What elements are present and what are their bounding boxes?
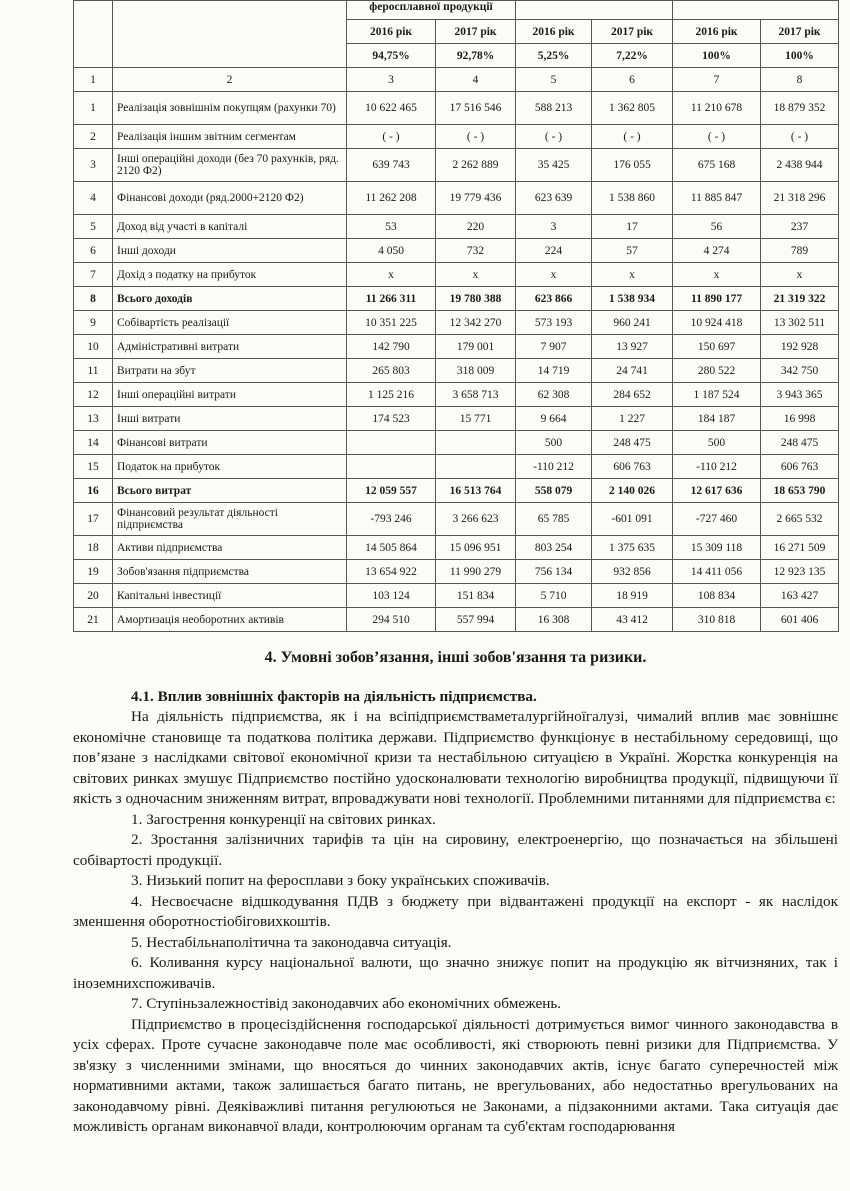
value-cell: 12 342 270: [436, 311, 516, 335]
row-number: 20: [74, 584, 113, 608]
segment-financial-table: [73, 0, 839, 632]
row-number: 11: [74, 359, 113, 383]
header-group-label: феросплавної продукції: [347, 1, 516, 20]
value-cell: 248 475: [592, 431, 673, 455]
value-cell: 12 059 557: [347, 479, 436, 503]
header-share: 5,25%: [516, 44, 592, 68]
value-cell: 3 266 623: [436, 503, 516, 536]
value-cell: 53: [347, 215, 436, 239]
table-row: [74, 335, 839, 359]
value-cell: 11 990 279: [436, 560, 516, 584]
value-cell: 15 771: [436, 407, 516, 431]
row-number: 1: [74, 92, 113, 125]
value-cell: 43 412: [592, 608, 673, 632]
value-cell: 280 522: [673, 359, 761, 383]
value-cell: -110 212: [516, 455, 592, 479]
value-cell: 21 319 322: [761, 287, 839, 311]
table-row: [74, 182, 839, 215]
row-label: Реалізація іншим звітним сегментам: [113, 125, 347, 149]
row-number: 9: [74, 311, 113, 335]
value-cell: 14 411 056: [673, 560, 761, 584]
value-cell: 601 406: [761, 608, 839, 632]
value-cell: 57: [592, 239, 673, 263]
header-year: 2016 рік: [347, 20, 436, 44]
row-label: Податок на прибуток: [113, 455, 347, 479]
value-cell: -110 212: [673, 455, 761, 479]
value-cell: 17 516 546: [436, 92, 516, 125]
row-label: Інші операційні доходи (без 70 рахунків, ряд. 2120 Ф2): [113, 149, 347, 182]
value-cell: 248 475: [761, 431, 839, 455]
row-label: Фінансові витрати: [113, 431, 347, 455]
table-row: [74, 215, 839, 239]
table-row: [74, 608, 839, 632]
value-cell: ( - ): [673, 125, 761, 149]
value-cell: 224: [516, 239, 592, 263]
value-cell: 294 510: [347, 608, 436, 632]
table-row: [74, 560, 839, 584]
value-cell: 932 856: [592, 560, 673, 584]
row-label: Інші витрати: [113, 407, 347, 431]
value-cell: 16 998: [761, 407, 839, 431]
row-number: 13: [74, 407, 113, 431]
value-cell: ( - ): [761, 125, 839, 149]
header-share: 100%: [761, 44, 839, 68]
value-cell: 142 790: [347, 335, 436, 359]
header-year: 2017 рік: [436, 20, 516, 44]
value-cell: х: [673, 263, 761, 287]
value-cell: -601 091: [592, 503, 673, 536]
row-label: Фінансовий результат діяльності підприємства: [113, 503, 347, 536]
value-cell: 150 697: [673, 335, 761, 359]
value-cell: 10 924 418: [673, 311, 761, 335]
header-share: 92,78%: [436, 44, 516, 68]
value-cell: 18 653 790: [761, 479, 839, 503]
header-year: 2017 рік: [592, 20, 673, 44]
row-number: 6: [74, 239, 113, 263]
table-row: [74, 431, 839, 455]
list-item: 1. Загострення конкуренції на світових ринках.: [131, 810, 436, 828]
list-item: 4. Несвоєчасне відшкодування ПДВ з бюджету при відвантажені продукції на експорт - як наслідок зменшення оборотностіобіговихкоштів.: [73, 892, 838, 930]
row-number: 3: [74, 149, 113, 182]
table-row: [74, 287, 839, 311]
value-cell: 13 927: [592, 335, 673, 359]
value-cell: 2 438 944: [761, 149, 839, 182]
row-number: 7: [74, 263, 113, 287]
row-number: 15: [74, 455, 113, 479]
value-cell: ( - ): [516, 125, 592, 149]
row-number: 12: [74, 383, 113, 407]
value-cell: 15 309 118: [673, 536, 761, 560]
list-item: 5. Нестабільнаполітична та законодавча ситуація.: [131, 933, 452, 951]
value-cell: 500: [673, 431, 761, 455]
value-cell: х: [761, 263, 839, 287]
value-cell: 3 943 365: [761, 383, 839, 407]
value-cell: 2 665 532: [761, 503, 839, 536]
value-cell: 310 818: [673, 608, 761, 632]
section-text: [73, 648, 838, 1138]
value-cell: 3 658 713: [436, 383, 516, 407]
table-index-row: [74, 68, 839, 92]
row-label: Зобов'язання підприємства: [113, 560, 347, 584]
list-item: 2. Зростання залізничних тарифів та цін на сировину, електроенергію, що позначається на збільшені собівартості продукції.: [73, 831, 838, 869]
value-cell: 588 213: [516, 92, 592, 125]
row-label: Інші операційні витрати: [113, 383, 347, 407]
table-row: [74, 407, 839, 431]
row-number: 16: [74, 479, 113, 503]
value-cell: 11 885 847: [673, 182, 761, 215]
value-cell: 184 187: [673, 407, 761, 431]
row-number: 14: [74, 431, 113, 455]
value-cell: 318 009: [436, 359, 516, 383]
section-title: 4. Умовні зобов’язання, інші зобов'язання та ризики.: [264, 649, 647, 666]
value-cell: х: [592, 263, 673, 287]
value-cell: х: [436, 263, 516, 287]
value-cell: 10 351 225: [347, 311, 436, 335]
row-label: Всього витрат: [113, 479, 347, 503]
row-number: 17: [74, 503, 113, 536]
value-cell: 960 241: [592, 311, 673, 335]
table-row: [74, 125, 839, 149]
list-item: 7. Ступіньзалежностівід законодавчих або економічних обмежень.: [131, 995, 562, 1012]
row-label: Фінансові доходи (ряд.2000+2120 Ф2): [113, 182, 347, 215]
value-cell: 4 274: [673, 239, 761, 263]
list-item: 3. Низький попит на феросплави з боку українських споживачів.: [131, 872, 550, 889]
value-cell: х: [516, 263, 592, 287]
value-cell: 1 362 805: [592, 92, 673, 125]
value-cell: 1 125 216: [347, 383, 436, 407]
value-cell: 179 001: [436, 335, 516, 359]
value-cell: 2 262 889: [436, 149, 516, 182]
value-cell: 16 271 509: [761, 536, 839, 560]
header-empty-cell: [516, 1, 673, 20]
value-cell: х: [347, 263, 436, 287]
value-cell: 557 994: [436, 608, 516, 632]
value-cell: 606 763: [592, 455, 673, 479]
row-number: 8: [74, 287, 113, 311]
value-cell: 9 664: [516, 407, 592, 431]
value-cell: 5 710: [516, 584, 592, 608]
value-cell: 56: [673, 215, 761, 239]
value-cell: 500: [516, 431, 592, 455]
value-cell: 11 890 177: [673, 287, 761, 311]
table-row: [74, 149, 839, 182]
value-cell: 675 168: [673, 149, 761, 182]
value-cell: 24 741: [592, 359, 673, 383]
value-cell: 220: [436, 215, 516, 239]
value-cell: 16 308: [516, 608, 592, 632]
value-cell: 19 779 436: [436, 182, 516, 215]
value-cell: 21 318 296: [761, 182, 839, 215]
value-cell: 17: [592, 215, 673, 239]
value-cell: 11 210 678: [673, 92, 761, 125]
row-label: Витрати на збут: [113, 359, 347, 383]
header-year: 2016 рік: [516, 20, 592, 44]
value-cell: 237: [761, 215, 839, 239]
row-label: Капітальні інвестиції: [113, 584, 347, 608]
value-cell: 284 652: [592, 383, 673, 407]
row-number: 18: [74, 536, 113, 560]
header-year: 2016 рік: [673, 20, 761, 44]
value-cell: [347, 455, 436, 479]
table-row: [74, 479, 839, 503]
value-cell: 1 227: [592, 407, 673, 431]
value-cell: -793 246: [347, 503, 436, 536]
value-cell: 18 879 352: [761, 92, 839, 125]
row-label: Амортизація необоротних активів: [113, 608, 347, 632]
row-label: Дохід з податку на прибуток: [113, 263, 347, 287]
value-cell: 15 096 951: [436, 536, 516, 560]
table-header-group-row: [74, 1, 839, 20]
value-cell: 12 923 135: [761, 560, 839, 584]
value-cell: -727 460: [673, 503, 761, 536]
value-cell: 3: [516, 215, 592, 239]
value-cell: [436, 431, 516, 455]
index-cell: 1: [74, 68, 113, 92]
index-cell: 4: [436, 68, 516, 92]
value-cell: 14 719: [516, 359, 592, 383]
value-cell: [347, 431, 436, 455]
value-cell: 265 803: [347, 359, 436, 383]
value-cell: 19 780 388: [436, 287, 516, 311]
index-cell: 2: [113, 68, 347, 92]
header-empty-cell: [74, 1, 113, 68]
header-share: 94,75%: [347, 44, 436, 68]
row-label: Адміністративні витрати: [113, 335, 347, 359]
value-cell: 639 743: [347, 149, 436, 182]
value-cell: 1 187 524: [673, 383, 761, 407]
value-cell: 65 785: [516, 503, 592, 536]
row-number: 10: [74, 335, 113, 359]
value-cell: 623 866: [516, 287, 592, 311]
intro-paragraph: На діяльність підприємства, як і на всіпідприємстваметалургійноїгалузі, чималий вплив має зовнішнє економічне становище та податкова політика держави. Підприємство функціонує в нестабільному середовищі, що пов’язане з наслідками світової економічної кризи та нестабільною ситуацією в Україні. Жорстка конкуренція на світових ринках змушує Підприємство постійно удосконалювати технологію виробництва продукції, підвищуючи її якість з одночасним зниженням витрат, впроваджувати нові технології. Проблемними питаннями для підприємства є:: [73, 708, 838, 807]
value-cell: 18 919: [592, 584, 673, 608]
table-row: [74, 92, 839, 125]
table-row: [74, 455, 839, 479]
value-cell: 732: [436, 239, 516, 263]
table-row: [74, 311, 839, 335]
row-number: 5: [74, 215, 113, 239]
value-cell: [436, 455, 516, 479]
header-empty-cell: [113, 1, 347, 68]
index-cell: 3: [347, 68, 436, 92]
table-row: [74, 383, 839, 407]
row-number: 19: [74, 560, 113, 584]
table-row: [74, 584, 839, 608]
value-cell: 10 622 465: [347, 92, 436, 125]
value-cell: 623 639: [516, 182, 592, 215]
value-cell: 1 375 635: [592, 536, 673, 560]
value-cell: 606 763: [761, 455, 839, 479]
table-row: [74, 359, 839, 383]
value-cell: 558 079: [516, 479, 592, 503]
value-cell: 62 308: [516, 383, 592, 407]
value-cell: 174 523: [347, 407, 436, 431]
header-empty-cell: [673, 1, 839, 20]
row-label: Інші доходи: [113, 239, 347, 263]
closing-paragraph: Підприємство в процесіздійснення господарської діяльності дотримується вимог чинного законодавства в усіх сферах. Проте сучасне законодавче поле має особливості, які створюють певні ризики для Підприємства. У зв'язку з численними змінами, що вносяться до чинних законодавчих актів, існує багато суперечностей між нормативними актами, також залишається багато питань, не врегульованих, або недостатньо врегульованих на законодавчому рівні. Деяківажливі питання регулюються не Законами, а підзаконними актами. Така ситуація дає можливість органам виконавчої влади, контролюючим органам та суб'єктам господарювання: [73, 1015, 838, 1135]
value-cell: 2 140 026: [592, 479, 673, 503]
header-share: 7,22%: [592, 44, 673, 68]
value-cell: 789: [761, 239, 839, 263]
table-row: [74, 536, 839, 560]
row-label: Активи підприємства: [113, 536, 347, 560]
value-cell: 151 834: [436, 584, 516, 608]
table-row: [74, 263, 839, 287]
row-number: 21: [74, 608, 113, 632]
value-cell: 35 425: [516, 149, 592, 182]
list-item: 6. Коливання курсу національної валюти, що значно знижує попит на продукцію як вітчизняних, так і іноземнихспоживачів.: [73, 954, 838, 992]
value-cell: ( - ): [436, 125, 516, 149]
row-number: 4: [74, 182, 113, 215]
value-cell: 13 302 511: [761, 311, 839, 335]
index-cell: 5: [516, 68, 592, 92]
header-year: 2017 рік: [761, 20, 839, 44]
value-cell: 342 750: [761, 359, 839, 383]
row-label: Доход від участі в капіталі: [113, 215, 347, 239]
value-cell: 756 134: [516, 560, 592, 584]
value-cell: 14 505 864: [347, 536, 436, 560]
value-cell: ( - ): [347, 125, 436, 149]
value-cell: 16 513 764: [436, 479, 516, 503]
row-label: Собівартість реалізації: [113, 311, 347, 335]
value-cell: 103 124: [347, 584, 436, 608]
table-row: [74, 239, 839, 263]
value-cell: 573 193: [516, 311, 592, 335]
value-cell: 803 254: [516, 536, 592, 560]
value-cell: 108 834: [673, 584, 761, 608]
index-cell: 8: [761, 68, 839, 92]
value-cell: 1 538 934: [592, 287, 673, 311]
index-cell: 6: [592, 68, 673, 92]
value-cell: 13 654 922: [347, 560, 436, 584]
table-row: [74, 503, 839, 536]
value-cell: 11 266 311: [347, 287, 436, 311]
value-cell: ( - ): [592, 125, 673, 149]
header-share: 100%: [673, 44, 761, 68]
row-number: 2: [74, 125, 113, 149]
value-cell: 7 907: [516, 335, 592, 359]
value-cell: 192 928: [761, 335, 839, 359]
row-label: Реалізація зовнішнім покупцям (рахунки 70): [113, 92, 347, 125]
index-cell: 7: [673, 68, 761, 92]
value-cell: 11 262 208: [347, 182, 436, 215]
section-subtitle: 4.1. Вплив зовнішніх факторів на діяльність підприємства.: [131, 687, 537, 705]
row-label: Всього доходів: [113, 287, 347, 311]
value-cell: 12 617 636: [673, 479, 761, 503]
value-cell: 4 050: [347, 239, 436, 263]
value-cell: 163 427: [761, 584, 839, 608]
value-cell: 1 538 860: [592, 182, 673, 215]
value-cell: 176 055: [592, 149, 673, 182]
